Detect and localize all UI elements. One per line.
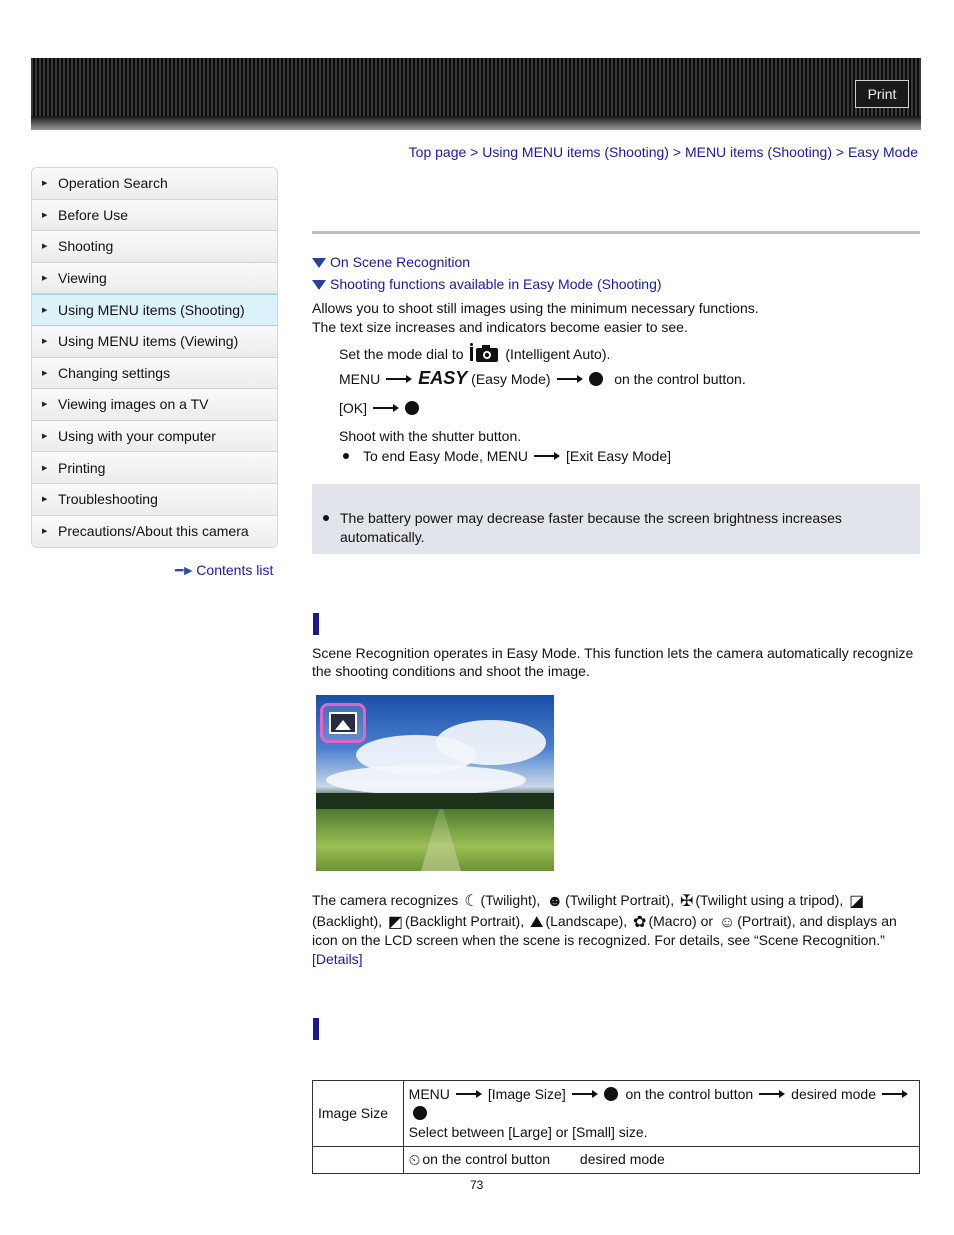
twilight-portrait-icon: ☻ bbox=[546, 893, 564, 910]
sidebar-item-using-menu-shooting[interactable] bbox=[32, 294, 277, 326]
sidebar-item-label: Using MENU items (Viewing) bbox=[58, 333, 239, 350]
triangle-down-icon bbox=[312, 258, 326, 268]
bullet-icon bbox=[323, 515, 329, 521]
arrow-right-icon bbox=[386, 374, 412, 384]
portrait-icon: ☺ bbox=[718, 914, 736, 931]
control-button-center-icon bbox=[604, 1087, 618, 1101]
arrow-right-icon bbox=[456, 1089, 482, 1099]
arrow-right-icon bbox=[557, 374, 583, 384]
breadcrumb-top-page[interactable]: Top page bbox=[408, 144, 467, 160]
recognizes-line-2: (Backlight), ◩ (Backlight Portrait), ⛰ (Landscape), ✿ (Macro) or ☺ (Portrait), and displays an bbox=[312, 913, 897, 931]
breadcrumb-using-menu-shooting[interactable]: Using MENU items (Shooting) bbox=[482, 144, 669, 160]
table-cell-label bbox=[313, 1147, 404, 1174]
sidebar-item-using-menu-viewing[interactable] bbox=[32, 326, 277, 358]
arrow-right-icon bbox=[534, 451, 560, 461]
breadcrumb-easy-mode[interactable]: Easy Mode bbox=[847, 144, 918, 160]
cloud-shape bbox=[326, 765, 526, 795]
table-cell-instructions: MENU [Image Size] on the control button desired mode Select between [Large] or [Small] size. bbox=[403, 1081, 919, 1147]
sidebar-item-viewing[interactable] bbox=[32, 263, 277, 295]
landscape-icon: ⛰ bbox=[529, 914, 544, 931]
intro-line-1: Allows you to shoot still images using the minimum necessary functions. bbox=[312, 300, 759, 316]
sidebar-item-changing-settings[interactable] bbox=[32, 358, 277, 390]
caret-right-icon: ▶ bbox=[42, 401, 48, 409]
table-row bbox=[313, 1081, 920, 1147]
breadcrumb: Top page > Using MENU items (Shooting) > MENU items (Shooting) > Easy Mode bbox=[408, 144, 918, 160]
twilight-icon: ☾ bbox=[464, 893, 479, 910]
arrow-right-icon bbox=[572, 1089, 598, 1099]
scene-para-line-2: the shooting conditions and shoot the image. bbox=[312, 663, 590, 679]
table-row bbox=[313, 1147, 920, 1174]
caret-right-icon: ▶ bbox=[42, 528, 48, 536]
title-divider bbox=[312, 231, 920, 234]
functions-table bbox=[312, 1080, 920, 1174]
arrow-right-icon bbox=[882, 1089, 908, 1099]
bullet-icon bbox=[343, 453, 349, 459]
sidebar-item-label: Shooting bbox=[58, 238, 114, 255]
caret-right-icon: ▶ bbox=[42, 243, 48, 251]
intro-line-2: The text size increases and indicators become easier to see. bbox=[312, 319, 688, 335]
step-4: Shoot with the shutter button. bbox=[339, 428, 522, 444]
triangle-down-icon bbox=[312, 280, 326, 290]
sidebar-item-label: Using with your computer bbox=[58, 428, 216, 445]
sidebar-item-label: Changing settings bbox=[58, 364, 171, 381]
arrow-right-icon bbox=[759, 1089, 785, 1099]
section-marker-functions bbox=[313, 1018, 319, 1040]
macro-icon: ✿ bbox=[633, 914, 647, 931]
table-cell-instructions: ⏲ on the control button desired mode bbox=[403, 1147, 919, 1174]
self-timer-icon: ⏲ bbox=[408, 1152, 421, 1169]
caret-right-icon: ▶ bbox=[42, 180, 48, 188]
caret-right-icon: ▶ bbox=[42, 496, 48, 504]
caret-right-icon: ▶ bbox=[42, 211, 48, 219]
sidebar-item-operation-search[interactable] bbox=[32, 168, 277, 200]
cloud-shape bbox=[436, 720, 546, 765]
easy-mode-icon: EASY bbox=[418, 368, 468, 388]
control-button-center-icon bbox=[405, 401, 419, 415]
landscape-scene-icon bbox=[320, 703, 366, 743]
sidebar-item-label: Printing bbox=[58, 459, 106, 476]
sidebar-item-label: Before Use bbox=[58, 206, 129, 223]
contents-list-link[interactable]: ━► Contents list bbox=[175, 562, 274, 578]
page-bottom-area bbox=[300, 1177, 940, 1235]
caret-right-icon: ▶ bbox=[42, 464, 48, 472]
details-link[interactable]: [Details] bbox=[312, 951, 363, 967]
scene-para-line-1: Scene Recognition operates in Easy Mode. This function lets the camera automatically recognize bbox=[312, 645, 914, 661]
caret-right-icon: ▶ bbox=[42, 307, 48, 315]
note-line-2: automatically. bbox=[340, 529, 425, 545]
table-cell-label: Image Size bbox=[313, 1081, 404, 1147]
backlight-icon: ◪ bbox=[849, 893, 865, 910]
sidebar-nav bbox=[31, 167, 278, 548]
arrow-right-icon bbox=[373, 403, 399, 413]
sidebar-item-using-with-computer[interactable] bbox=[32, 421, 277, 453]
anchor-shooting-functions[interactable]: Shooting functions available in Easy Mode (Shooting) bbox=[312, 276, 662, 292]
intelligent-auto-icon bbox=[469, 343, 499, 368]
sidebar-item-label: Viewing bbox=[58, 270, 107, 287]
recognizes-line-3: icon on the LCD screen when the scene is recognized. For details, see “Scene Recognition.” bbox=[312, 932, 885, 948]
sidebar-item-label: Troubleshooting bbox=[58, 491, 158, 508]
step-4-bullet: To end Easy Mode, MENU [Exit Easy Mode] bbox=[343, 447, 671, 466]
caret-right-icon: ▶ bbox=[42, 275, 48, 283]
sidebar-item-printing[interactable] bbox=[32, 452, 277, 484]
control-button-center-icon bbox=[589, 372, 603, 386]
caret-right-icon: ▶ bbox=[42, 338, 48, 346]
section-marker-scene-recognition bbox=[313, 613, 319, 635]
step-2: MENU EASY (Easy Mode) on the control button. bbox=[339, 368, 746, 388]
sidebar-item-shooting[interactable] bbox=[32, 231, 277, 263]
step-1: Set the mode dial to (Intelligent Auto). bbox=[339, 343, 610, 368]
anchor-scene-recognition[interactable]: On Scene Recognition bbox=[312, 254, 470, 270]
sidebar-item-viewing-on-tv[interactable] bbox=[32, 389, 277, 421]
header-banner bbox=[31, 58, 921, 130]
note-line-1: The battery power may decrease faster because the screen brightness increases bbox=[323, 509, 842, 528]
twilight-tripod-icon: ✠ bbox=[679, 893, 694, 910]
scene-recognition-photo bbox=[316, 695, 554, 871]
sidebar-item-label: Precautions/About this camera bbox=[58, 523, 249, 540]
backlight-portrait-icon: ◩ bbox=[387, 914, 404, 931]
sidebar-item-precautions[interactable] bbox=[32, 516, 277, 548]
arrow-right-icon: ━► bbox=[175, 562, 194, 578]
sidebar-item-troubleshooting[interactable] bbox=[32, 484, 277, 516]
print-button[interactable]: Print bbox=[855, 80, 909, 108]
breadcrumb-menu-items-shooting[interactable]: MENU items (Shooting) bbox=[684, 144, 832, 160]
step-3: [OK] bbox=[339, 399, 419, 418]
sidebar-item-before-use[interactable] bbox=[32, 200, 277, 232]
sidebar-item-label: Viewing images on a TV bbox=[58, 396, 209, 413]
sidebar-item-label: Using MENU items (Shooting) bbox=[58, 302, 245, 319]
caret-right-icon: ▶ bbox=[42, 433, 48, 441]
recognizes-line-1: The camera recognizes ☾ (Twilight), ☻ (Twilight Portrait), ✠ (Twilight using a tripod), ◪ bbox=[312, 892, 865, 910]
sidebar-item-label: Operation Search bbox=[58, 175, 168, 192]
caret-right-icon: ▶ bbox=[42, 369, 48, 377]
control-button-center-icon bbox=[413, 1106, 427, 1120]
page-number: 73 bbox=[470, 1178, 484, 1192]
